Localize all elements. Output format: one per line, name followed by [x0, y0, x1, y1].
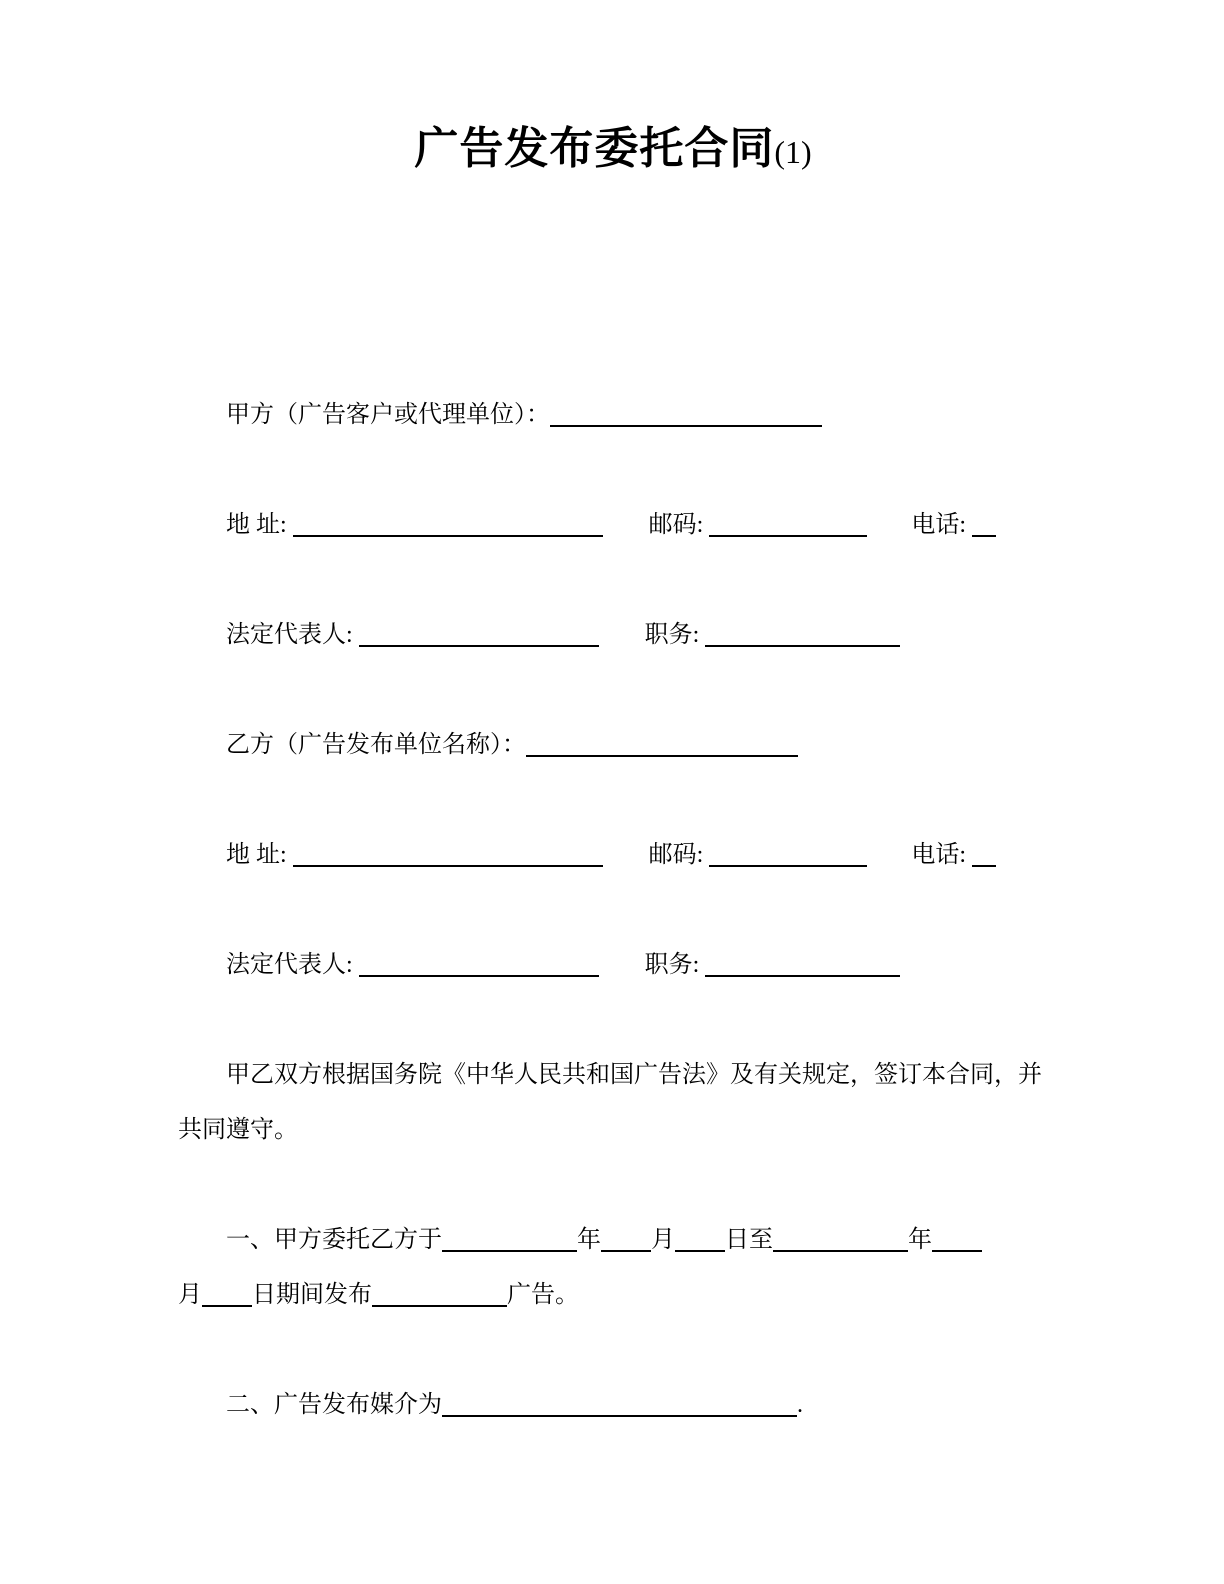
party-b-legal-rep-label: 法定代表人: — [226, 952, 353, 978]
party-b-phone-blank — [972, 841, 996, 867]
party-b-line — [178, 718, 1048, 773]
day-to-label: 日至 — [725, 1227, 773, 1253]
document-title-note: (1) — [774, 134, 812, 170]
party-a-phone-blank — [972, 511, 996, 537]
end-year-label: 年 — [908, 1227, 932, 1253]
party-b-name-blank — [526, 731, 798, 757]
end-month-label: 月 — [178, 1282, 202, 1308]
media-blank — [442, 1391, 797, 1417]
party-a-legal-rep-label: 法定代表人: — [226, 622, 353, 648]
document-title — [178, 118, 1048, 183]
party-a-legal-rep-blank — [359, 621, 599, 647]
clause-one-lead: 一、甲方委托乙方于 — [226, 1227, 442, 1253]
start-month-label: 月 — [651, 1227, 675, 1253]
party-a-address-label: 地 址: — [226, 512, 287, 538]
publish-label: 日期间发布 — [252, 1282, 372, 1308]
party-b-postcode-blank — [709, 841, 867, 867]
party-a-position-blank — [705, 621, 900, 647]
party-a-label: 甲方（广告客户或代理单位）： — [226, 402, 550, 428]
party-a-phone-label: 电话: — [911, 512, 967, 538]
party-b-label: 乙方（广告发布单位名称）： — [226, 732, 526, 758]
end-year-blank — [773, 1226, 908, 1252]
party-b-position-blank — [705, 951, 900, 977]
party-b-address-blank — [293, 841, 603, 867]
preamble-line-1: 甲乙双方根据国务院《中华人民共和国广告法》及有关规定，签订本合同，并 — [226, 1062, 1042, 1088]
party-b-postcode-label: 邮码: — [648, 842, 704, 868]
end-month-blank — [932, 1226, 982, 1252]
start-month-blank — [601, 1226, 651, 1252]
clause-two-lead: 二、广告发布媒介为 — [226, 1392, 442, 1418]
party-a-address-blank — [293, 511, 603, 537]
clause-one-line-2 — [178, 1268, 1048, 1323]
start-year-blank — [442, 1226, 577, 1252]
party-b-address-line — [178, 828, 1048, 883]
party-b-address-label: 地 址: — [226, 842, 287, 868]
clause-one-line-1 — [178, 1213, 1048, 1268]
clause-one — [178, 1213, 1048, 1323]
party-b-position-label: 职务: — [644, 952, 700, 978]
party-a-line — [178, 388, 1048, 443]
party-a-postcode-blank — [709, 511, 867, 537]
document-title-text: 广告发布委托合同 — [414, 123, 775, 174]
ad-label: 广告。 — [507, 1282, 579, 1308]
party-a-name-blank — [550, 401, 822, 427]
party-b-legal-rep-blank — [359, 951, 599, 977]
preamble-paragraph — [178, 1048, 1048, 1158]
party-a-position-label: 职务: — [644, 622, 700, 648]
party-a-address-line — [178, 498, 1048, 553]
clause-two-period: . — [797, 1392, 803, 1418]
ad-type-blank — [372, 1281, 507, 1307]
clause-two — [178, 1378, 1048, 1433]
end-day-blank — [202, 1281, 252, 1307]
start-day-blank — [675, 1226, 725, 1252]
party-a-legal-rep-line — [178, 608, 1048, 663]
party-b-legal-rep-line — [178, 938, 1048, 993]
party-a-postcode-label: 邮码: — [648, 512, 704, 538]
party-b-phone-label: 电话: — [911, 842, 967, 868]
preamble-line-2: 共同遵守。 — [178, 1117, 298, 1143]
start-year-label: 年 — [577, 1227, 601, 1253]
